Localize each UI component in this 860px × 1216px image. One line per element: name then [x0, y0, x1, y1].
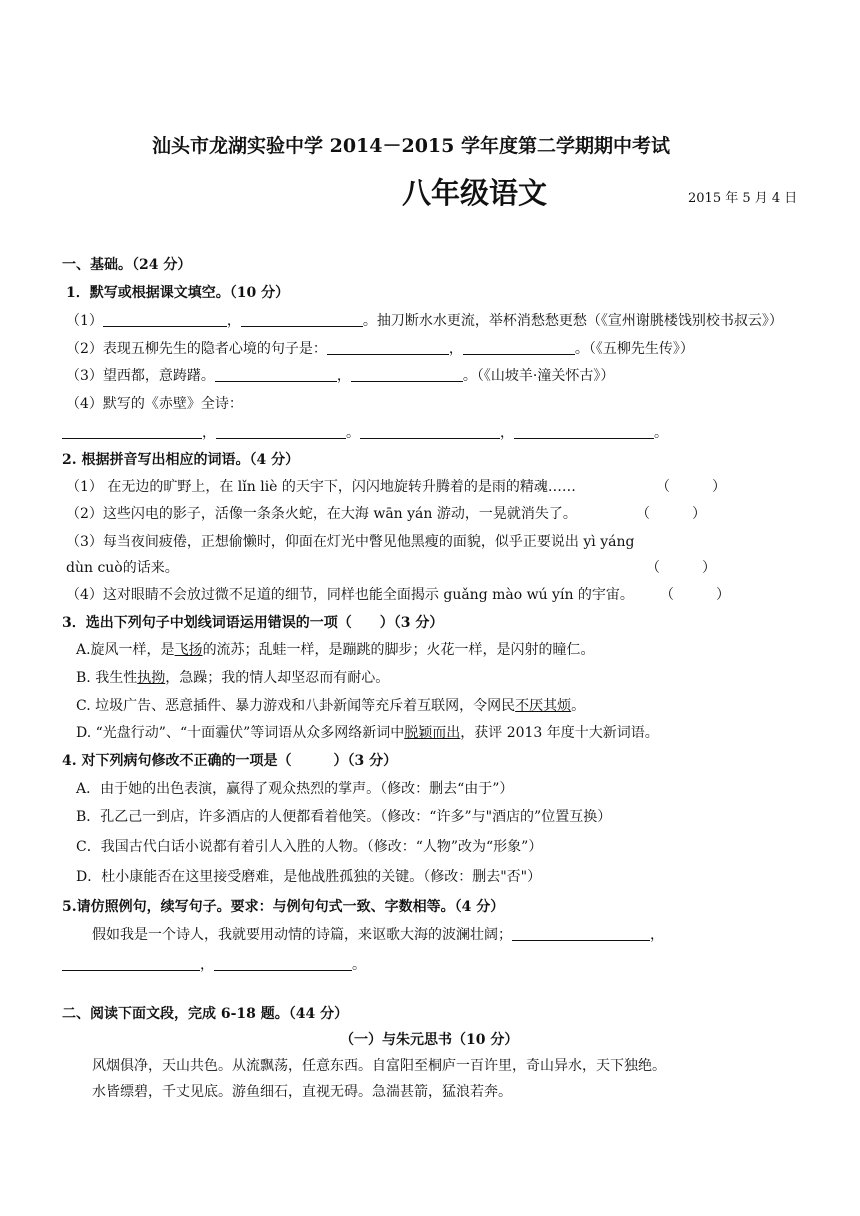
answer-blank[interactable] — [62, 956, 200, 971]
part2-heading: 二、阅读下面文段，完成 6-18 题。（44 分） — [62, 1006, 349, 1022]
q2-item4: （4）这对眼睛不会放过微不足道的细节，同样也能全面揭示 guǎng mào wú yín 的宇宙。 — [66, 587, 634, 603]
q5-title: 5.请仿照例句，续写句子。要求：与例句句式一致、字数相等。（4 分） — [62, 899, 505, 915]
q3-option-d[interactable]: D. “光盘行动”、“十面霾伏”等词语从众多网络新词中脱颖而出，获评 2013 年度十大新词语。 — [76, 725, 659, 741]
q3-option-c[interactable]: C. 垃圾广告、恶意插件、暴力游戏和八卦新闻等充斥着互联网，令网民不厌其烦。 — [76, 698, 586, 714]
q1-item3: （3）望西都，意踌躇。 ， 。（《山坡羊·潼关怀古》） — [66, 368, 615, 384]
answer-blank[interactable] — [360, 424, 500, 439]
q3-option-b[interactable]: B. 我生性执拗，急躁；我的情人却坚忍而有耐心。 — [76, 670, 390, 686]
answer-blank[interactable] — [463, 340, 575, 355]
q1-item2: （2）表现五柳先生的隐者心境的句子是： ， 。（《五柳先生传》） — [66, 341, 694, 357]
q2-item3: （3）每当夜间疲倦，正想偷懒时，仰面在灯光中瞥见他黑瘦的面貌，似乎正要说出 yì yáng — [66, 534, 635, 550]
q4-option-a[interactable]: A．由于她的出色表演，赢得了观众热烈的掌声。（修改：删去“由于”） — [76, 781, 514, 797]
q1-item1: （1） ， 。抽刀断水水更流，举杯消愁愁更愁（《宣州谢朓楼饯别校书叔云》） — [66, 313, 783, 329]
answer-blank[interactable] — [103, 312, 227, 327]
answer-blank[interactable] — [327, 340, 449, 355]
q4-option-c[interactable]: C．我国古代白话小说都有着引人入胜的人物。（修改：“人物”改为“形象”） — [76, 839, 543, 855]
exam-date: 2015 年 5 月 4 日 — [688, 191, 798, 206]
school-title: 汕头市龙湖实验中学 2014－2015 学年度第二学期期中考试 — [152, 135, 670, 157]
answer-blank[interactable] — [514, 424, 654, 439]
answer-blank[interactable] — [216, 424, 346, 439]
q1-item4: （4）默写的《赤壁》全诗： — [66, 396, 243, 412]
passage-line-1: 风烟俱净，天山共色。从流飘荡，任意东西。自富阳至桐庐一百许里，奇山异水，天下独绝。 — [92, 1058, 666, 1074]
q3-option-a[interactable]: A.旋风一样，是飞扬的流苏；乱蛙一样，是蹦跳的脚步；火花一样，是闪射的瞳仁。 — [76, 642, 595, 658]
answer-blank[interactable] — [62, 424, 202, 439]
q2-item3-cont: dùn cuò的话来。 — [66, 560, 179, 576]
q1-title: 1．默写或根据课文填空。（10 分） — [66, 285, 290, 301]
section-title: （一）与朱元思书（10 分） — [340, 1032, 519, 1048]
answer-blank[interactable] — [215, 367, 337, 382]
q4-title: 4. 对下列病句修改不正确的一项是（ ）（3 分） — [62, 753, 398, 769]
q2-item3-paren[interactable]: （ ） — [646, 560, 716, 576]
subject-title: 八年级语文 — [402, 176, 548, 210]
answer-blank[interactable] — [351, 367, 463, 382]
q2-item2: （2）这些闪电的影子，活像一条条火蛇，在大海 wān yán 游动，一晃就消失了。 — [66, 506, 577, 522]
q2-item1: （1） 在无边的旷野上，在 lǐn liè 的天宇下，闪闪地旋转升腾着的是雨的精魂…… — [66, 479, 576, 495]
q1-item4-blanks: ， 。 ， 。 — [62, 424, 668, 442]
q4-option-d[interactable]: D．杜小康能否在这里接受磨难，是他战胜孤独的关键。（修改：删去"否"） — [76, 869, 542, 885]
q2-item2-paren[interactable]: （ ） — [636, 506, 706, 522]
q2-item4-paren[interactable]: （ ） — [660, 587, 730, 603]
q5-blanks: ， 。 — [62, 956, 366, 974]
part1-heading: 一、基础。（24 分） — [62, 257, 192, 273]
q2-item1-paren[interactable]: （ ） — [656, 479, 726, 495]
answer-blank[interactable] — [241, 312, 363, 327]
passage-line-2: 水皆缥碧，千丈见底。游鱼细石，直视无碍。急湍甚箭，猛浪若奔。 — [92, 1084, 512, 1100]
q4-option-b[interactable]: B．孔乙己一到店，许多酒店的人便都看着他笑。（修改：“许多”与"酒店的”位置互换） — [76, 809, 612, 825]
q3-title: 3．选出下列句子中划线词语运用错误的一项（ ）（3 分） — [62, 615, 444, 631]
q5-example: 假如我是一个诗人，我就要用动情的诗篇，来讴歌大海的波澜壮阔； ， — [92, 927, 664, 943]
q2-title: 2. 根据拼音写出相应的词语。（4 分） — [62, 452, 300, 468]
answer-blank[interactable] — [214, 956, 352, 971]
answer-blank[interactable] — [512, 926, 650, 941]
